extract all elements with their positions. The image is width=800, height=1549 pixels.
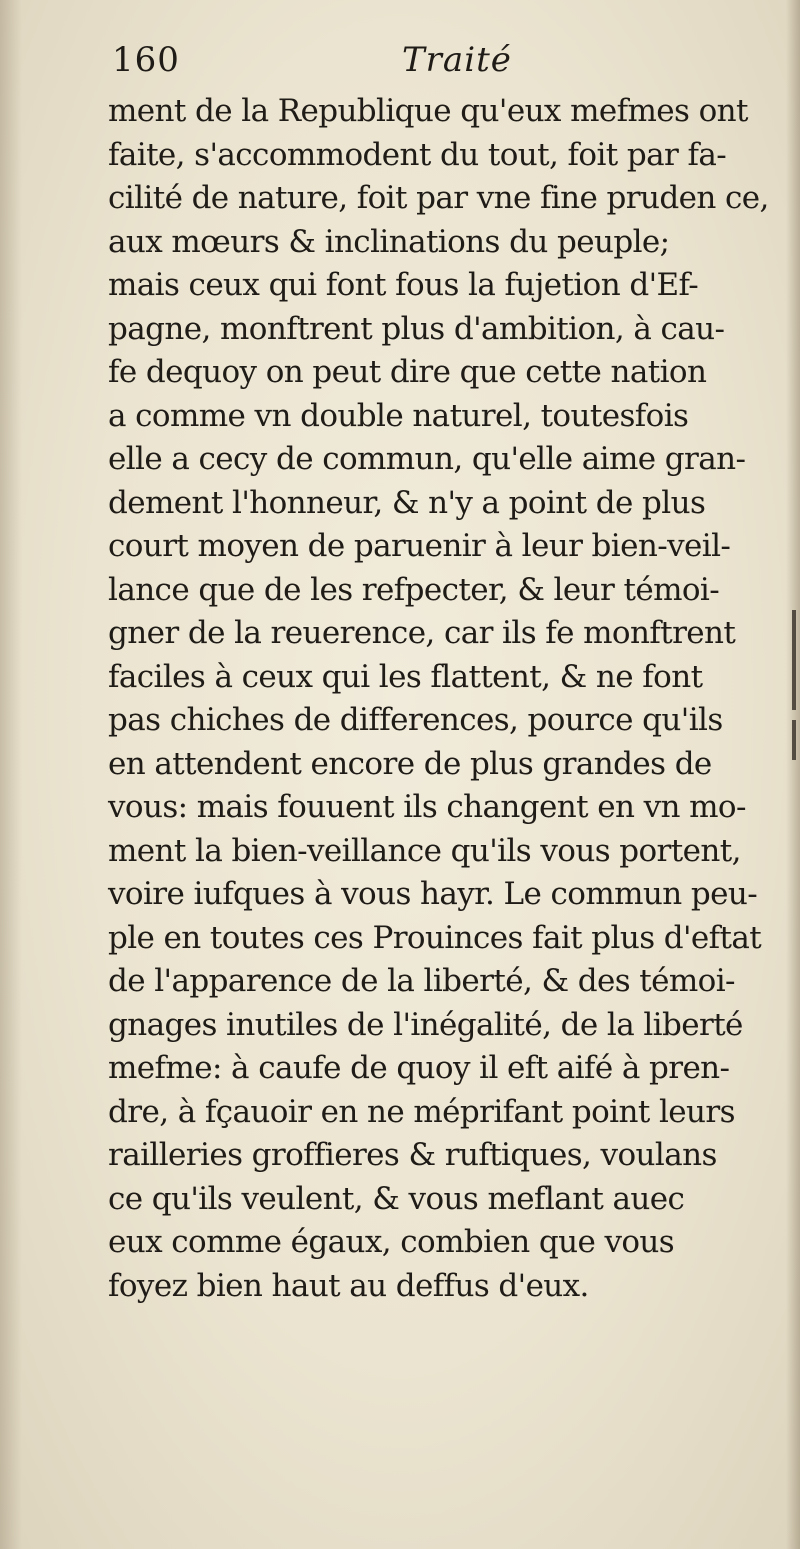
body-text [108,90,788,1308]
page-number: 160 [112,40,180,80]
text-line: pagne, monftrent plus d'ambition, à cau- [108,310,725,347]
text-line: voire iufques à vous hayr. Le commun peu- [108,876,758,912]
text-line: gner de la reuerence, car ils fe monftrent [108,615,736,651]
text-line: en attendent encore de plus grandes de [108,745,712,782]
page-edge [786,0,800,1549]
text-line: mefme: à caufe de quoy il eft aifé à pren- [108,1050,730,1086]
text-line: faite, s'accommodent du tout, foit par fa- [108,136,727,173]
text-line: ment la bien-veillance qu'ils vous portent, [108,832,741,869]
text-line: mais ceux qui font fous la fujetion d'Ef- [108,267,699,303]
text-line: fe dequoy on peut dire que cette nation [108,354,707,390]
text-line: gnages inutiles de l'inégalité, de la liberté [108,1006,743,1043]
running-title: Traité [402,40,512,80]
text-line: court moyen de paruenir à leur bien-veil- [108,528,731,564]
edge-mark [792,720,796,760]
text-line: dement l'honneur, & n'y a point de plus [108,484,706,521]
text-line: de l'apparence de la liberté, & des témoi- [108,963,735,999]
page-header [112,40,652,90]
text-line: faciles à ceux qui les flattent, & ne font [108,658,703,695]
text-line: dre, à fçauoir en ne méprifant point leurs [108,1093,735,1130]
text-line: elle a cecy de commun, qu'elle aime gran- [108,441,746,477]
text-line: railleries groffieres & ruftiques, voulans [108,1137,717,1173]
edge-mark [792,610,796,710]
text-line: ment de la Republique qu'eux mefmes ont [108,93,748,129]
text-line: ce qu'ils veulent, & vous meflant auec [108,1180,685,1217]
text-line: cilité de nature, foit par vne fine pruden ce, [108,180,769,216]
text-line: aux mœurs & inclinations du peuple; [108,223,670,260]
text-line: vous: mais fouuent ils changent en vn mo- [108,789,746,825]
text-line: eux comme égaux, combien que vous [108,1224,675,1260]
text-line: lance que de les refpecter, & leur témoi- [108,571,720,608]
text-line: pas chiches de differences, pource qu'ils [108,702,723,738]
text-line: foyez bien haut au deffus d'eux. [108,1267,589,1304]
text-line: a comme vn double naturel, toutesfois [108,397,689,434]
gutter-shadow [0,0,22,1549]
text-line: ple en toutes ces Prouinces fait plus d'eftat [108,919,762,956]
